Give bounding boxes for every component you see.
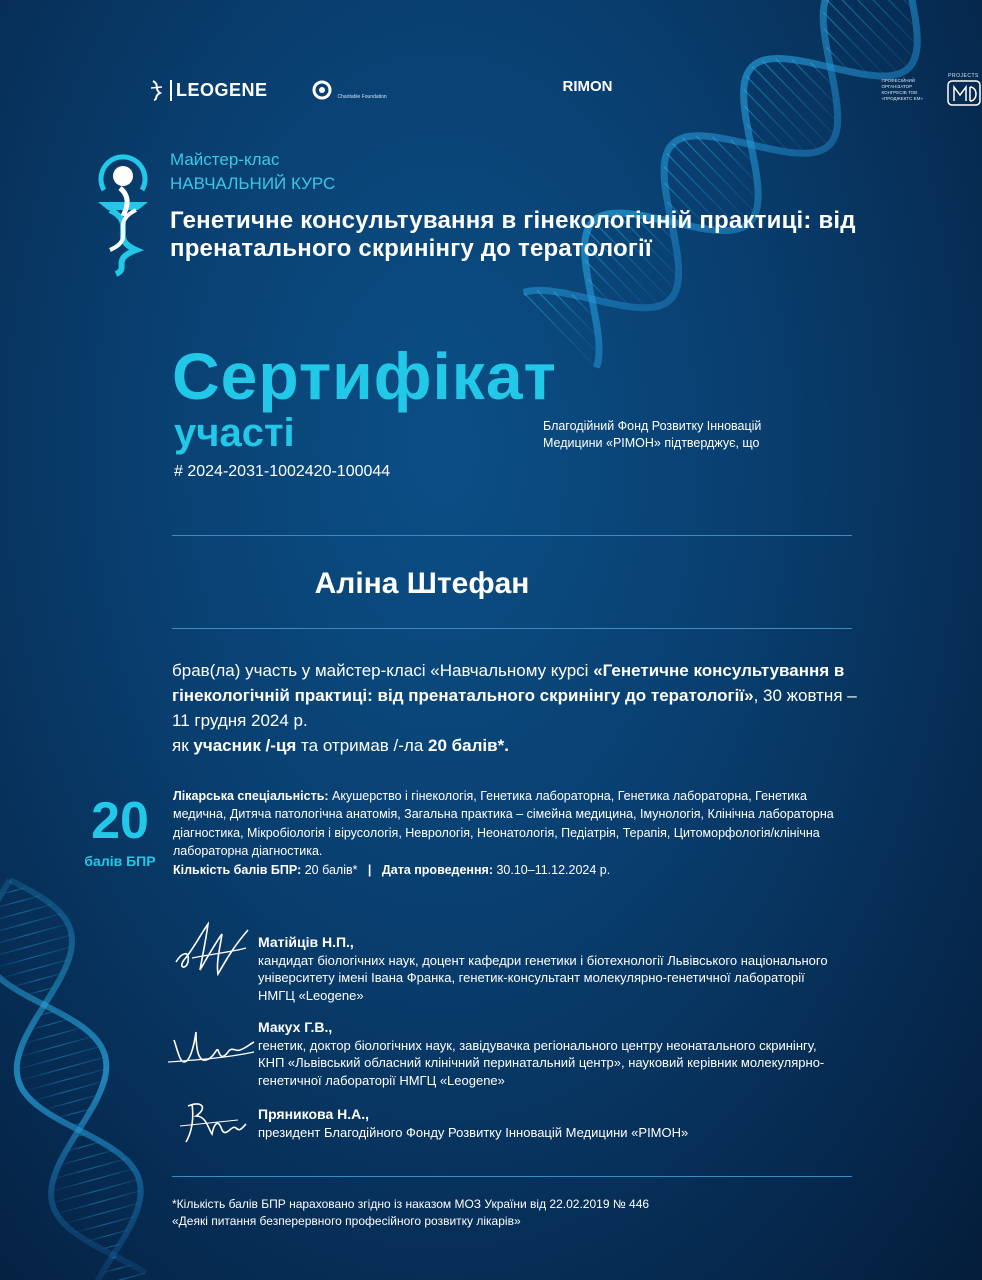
certificate-title: Сертифікат [172, 339, 557, 413]
signer-3-desc: президент Благодійного Фонду Розвитку Інновацій Медицини «РІМОН» [258, 1124, 689, 1140]
statement-as: як [172, 736, 194, 755]
organizer-text: ПРОФЕСІЙНИЙ ОРГАНІЗАТОР КОНГРЕСІВ ТОВ «ПРОДЖЕКТС ЕМ» [881, 78, 923, 101]
course-subtitle: НАВЧАЛЬНИЙ КУРС [170, 174, 336, 193]
leogene-mark-icon [150, 79, 164, 101]
rimon-logo [312, 80, 838, 100]
partner-logos [150, 70, 982, 110]
course-title: Генетичне консультування в гінекологічній практиці: від пренатального скринінгу до тератології [170, 207, 856, 262]
signer-3-name: Пряникова Н.А., [258, 1106, 370, 1122]
statement-received: та отримав /-ла [296, 736, 429, 755]
projects-label: PROJECTS [948, 73, 979, 79]
signer-1-desc: кандидат біологічних наук, доцент кафедри генетики і біотехнології Львівського національного університету імені Івана Франка, генетик-консультант молекулярно-генетичної лабораторії НМГЦ «Leogene» [258, 952, 828, 1003]
statement-dates: , 30 жовтня – 11 грудня 2024 р. [172, 686, 857, 730]
footnote-line-1: *Кількість балів БПР нараховано згідно із наказом МОЗ України від 22.02.2019 № 446 [172, 1197, 650, 1211]
statement-role: учасник /-ця [193, 736, 297, 755]
statement-part-1: брав(ла) участь у майстер-класі «Навчальному курсі [172, 661, 594, 680]
divider-bottom [172, 628, 852, 629]
points-label: балів БПР [84, 853, 156, 869]
signer-2-desc: генетик, доктор біологічних наук, завідувачка регіонального центру неонатального скринінгу, КНП «Львівський обласний клінічний перинатальний центр», науковий керівник молекулярно-генетичної лабораторії НМГЦ «Leogene» [258, 1037, 825, 1088]
signer-1-name: Матійців Н.П., [258, 934, 354, 950]
info-separator: | [357, 862, 382, 877]
signature-matiitsiv [172, 918, 252, 988]
leogene-logo [150, 79, 268, 101]
points-value: 20 [91, 792, 149, 850]
foundation-line-1: Благодійний Фонд Розвитку Інновацій [543, 419, 762, 433]
statement-points: 20 балів*. [428, 736, 509, 755]
foundation-line-2: Медицини «РІМОН» підтверджує, що [543, 436, 760, 450]
specialties-list: Акушерство і гінекологія, Генетика лабораторна, Генетика лабораторна, Генетика медична, Дитяча патологічна анатомія, Загальна практика – сімейна медицина, Імунологія, Клінічна лабораторна діагностика, Мікробіологія і вірусологія, Неврологія, Неонатологія, Педіатрія, Терапія, Цитоморфологія/клінічна лабораторна діагностика. [173, 789, 834, 859]
signer-2 [258, 1019, 838, 1089]
foundation-statement [543, 418, 833, 452]
leogene-name: LEOGENE [170, 80, 268, 101]
projects-m-icon [946, 79, 982, 107]
date-value: 30.10–11.12.2024 р. [492, 862, 611, 877]
rimon-sub: Charitable Foundation [337, 94, 387, 100]
points-count-value: 20 балів* [301, 862, 358, 877]
dna-bottom-left [0, 880, 146, 1280]
rimon-name: RIMON [562, 78, 613, 95]
signer-1 [258, 934, 838, 1004]
specialties-label: Лікарська спеціальність: [173, 789, 329, 803]
statement-course-name: «Генетичне консультування в гінекологічній практиці: від пренатального скринінгу до тератології» [172, 661, 845, 705]
certificate-subtitle: участі [174, 411, 295, 455]
certificate-number: # 2024-2031-1002420-100044 [174, 463, 391, 480]
dna-top-right [524, 0, 918, 367]
signer-2-name: Макух Г.В., [258, 1019, 333, 1035]
points-count-label: Кількість балів БПР: [173, 862, 302, 877]
rimon-mark-icon [312, 80, 332, 100]
date-label: Дата проведення: [381, 862, 493, 877]
course-kind: Майстер-клас [170, 150, 280, 169]
participation-statement [172, 658, 862, 758]
course-emblem-icon [90, 146, 156, 276]
footnote-line-2: «Деякі питання безперервного професійного розвитку лікарів» [172, 1214, 521, 1228]
divider-footer [172, 1176, 852, 1177]
divider-top [172, 535, 852, 536]
signature-makukh [166, 1022, 256, 1072]
signer-3 [258, 1106, 838, 1141]
participant-name: Аліна Штефан [314, 567, 530, 600]
signature-pryanykova [178, 1094, 248, 1148]
specialties-block [173, 787, 855, 879]
organizer-logo [882, 73, 982, 107]
footnote [172, 1196, 852, 1230]
